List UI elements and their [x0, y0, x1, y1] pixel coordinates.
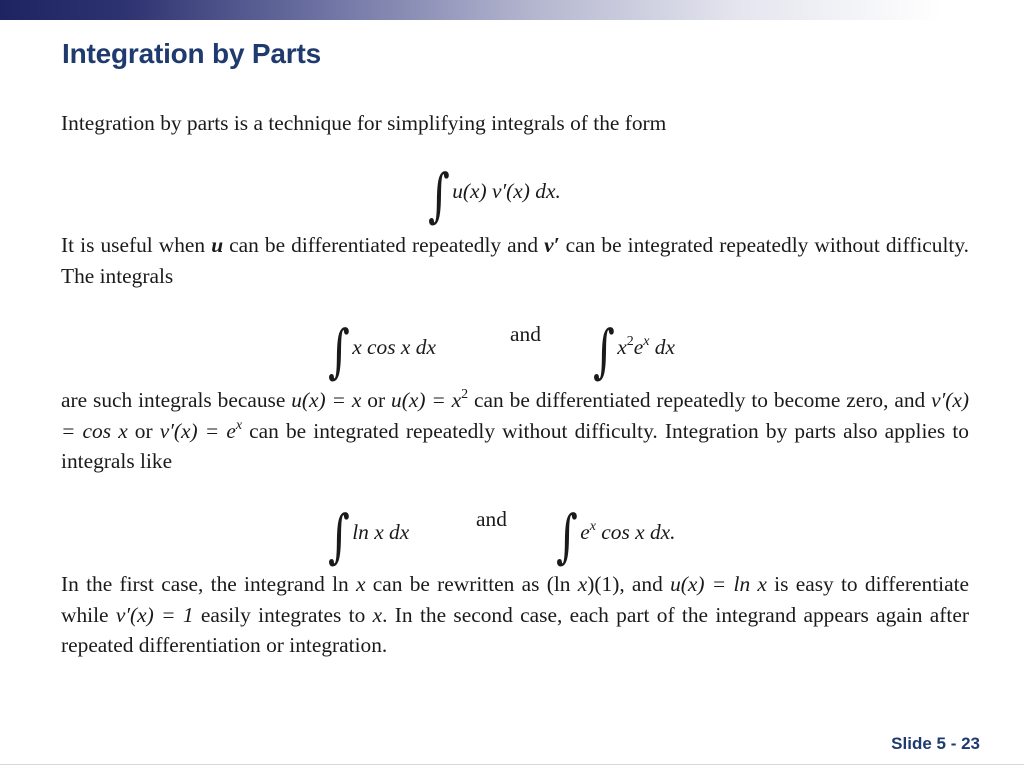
paragraph-usefulness: It is useful when u can be differentiated repeatedly and v′ can be integrated repeatedly without difficulty. The integrals	[61, 233, 969, 288]
footer-divider	[0, 764, 1024, 765]
header-gradient-bar	[0, 0, 1024, 20]
paragraph-intro: Integration by parts is a technique for simplifying integrals of the form	[61, 111, 667, 135]
equation-expression: x cos x dx	[352, 335, 436, 359]
equation-right-excos: ∫ $e^x$ cos x dx.	[556, 502, 676, 570]
integral-sign: ∫	[593, 317, 615, 385]
paragraph-examples: are such integrals because u(x) = x or $u(x) = x^2$ can be differentiated repeatedly to become zero, and v′(x) = cos x or $v'(x) = e^x$ can be integrated repeatedly without difficulty. Integration by parts also applies to integrals like	[61, 387, 970, 473]
slide-title: Integration by Parts	[62, 38, 321, 69]
equation-left-xcos	[328, 317, 436, 385]
integral-sign: ∫	[556, 502, 578, 570]
slide-number: Slide 5 - 23	[891, 734, 980, 753]
equation-right-x2ex: ∫ $x^2e^x$ dx	[593, 317, 675, 385]
equation-left-lnx	[328, 502, 410, 570]
paragraph-explanation: In the first case, the integrand ln x can be rewritten as (ln x)(1), and u(x) = ln x is easy to differentiate while v′(x) = 1 easily integrates to x. In the second case, each part of the integrand appears again after repeated differentiation or integration.	[61, 572, 970, 657]
integral-sign: ∫	[428, 161, 450, 229]
equation-uv-form	[428, 161, 561, 229]
equation-and-word: and	[510, 322, 541, 346]
equation-expression: u(x) v′(x) dx.	[452, 179, 561, 203]
integral-sign: ∫	[328, 502, 350, 570]
equation-and-word: and	[476, 507, 507, 531]
equation-expression: ln x dx	[352, 520, 410, 544]
integral-sign: ∫	[328, 317, 350, 385]
